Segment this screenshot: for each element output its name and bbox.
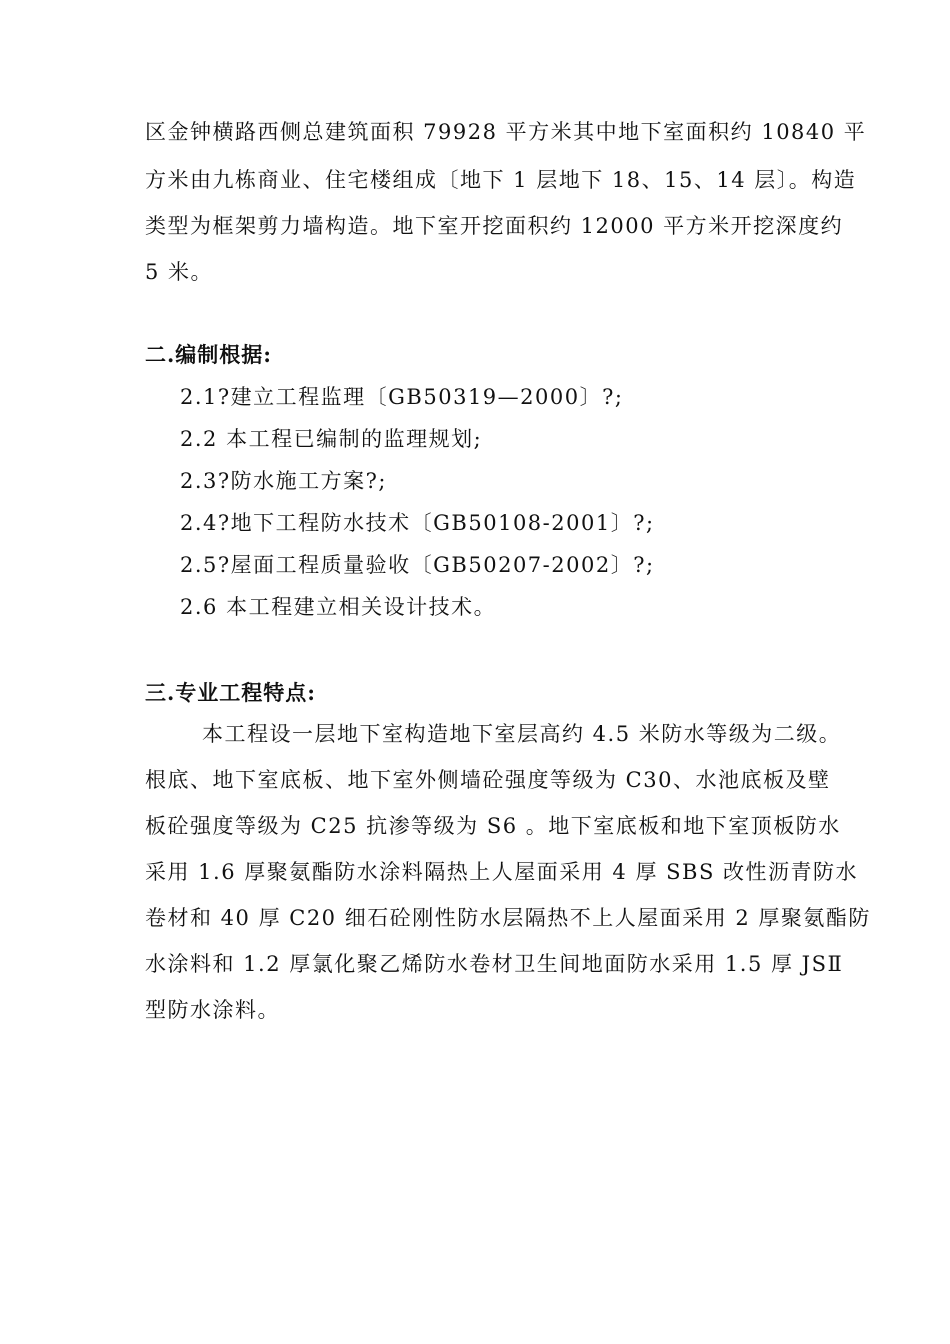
section2-item-5: 2.5?屋面工程质量验收〔GB50207-2002〕?;: [180, 553, 655, 577]
intro-line-4: 5 米。: [145, 260, 214, 284]
section3-line-1: 本工程设一层地下室构造地下室层高约 4.5 米防水等级为二级。: [202, 722, 842, 746]
section3-line-7: 型防水涂料。: [145, 998, 280, 1022]
section2-item-4: 2.4?地下工程防水技术〔GB50108-2001〕?;: [180, 511, 655, 535]
section3-heading: 三.专业工程特点:: [145, 680, 317, 705]
section3-line-3: 板砼强度等级为 C25 抗渗等级为 S6 。地下室底板和地下室顶板防水: [145, 814, 841, 838]
section2-item-2: 2.2 本工程已编制的监理规划;: [180, 427, 483, 451]
section2-heading: 二.编制根据:: [145, 342, 273, 367]
section3-line-4: 采用 1.6 厚聚氨酯防水涂料隔热上人屋面采用 4 厚 SBS 改性沥青防水: [145, 860, 859, 884]
section3-line-2: 根底、地下室底板、地下室外侧墙砼强度等级为 C30、水池底板及壁: [145, 768, 831, 792]
intro-line-3: 类型为框架剪力墙构造。地下室开挖面积约 12000 平方米开挖深度约: [145, 214, 844, 238]
section3-line-6: 水涂料和 1.2 厚氯化聚乙烯防水卷材卫生间地面防水采用 1.5 厚 JSⅡ: [145, 952, 844, 976]
section2-item-1: 2.1?建立工程监理〔GB50319—2000〕?;: [180, 385, 624, 409]
section3-line-5: 卷材和 40 厚 C20 细石砼刚性防水层隔热不上人屋面采用 2 厚聚氨酯防: [145, 906, 871, 930]
section2-item-3: 2.3?防水施工方案?;: [180, 469, 387, 493]
section2-item-6: 2.6 本工程建立相关设计技术。: [180, 595, 497, 619]
intro-line-2: 方米由九栋商业、住宅楼组成〔地下 1 层地下 18、15、14 层〕。构造: [145, 168, 857, 192]
intro-line-1: 区金钟横路西侧总建筑面积 79928 平方米其中地下室面积约 10840 平: [145, 120, 867, 144]
